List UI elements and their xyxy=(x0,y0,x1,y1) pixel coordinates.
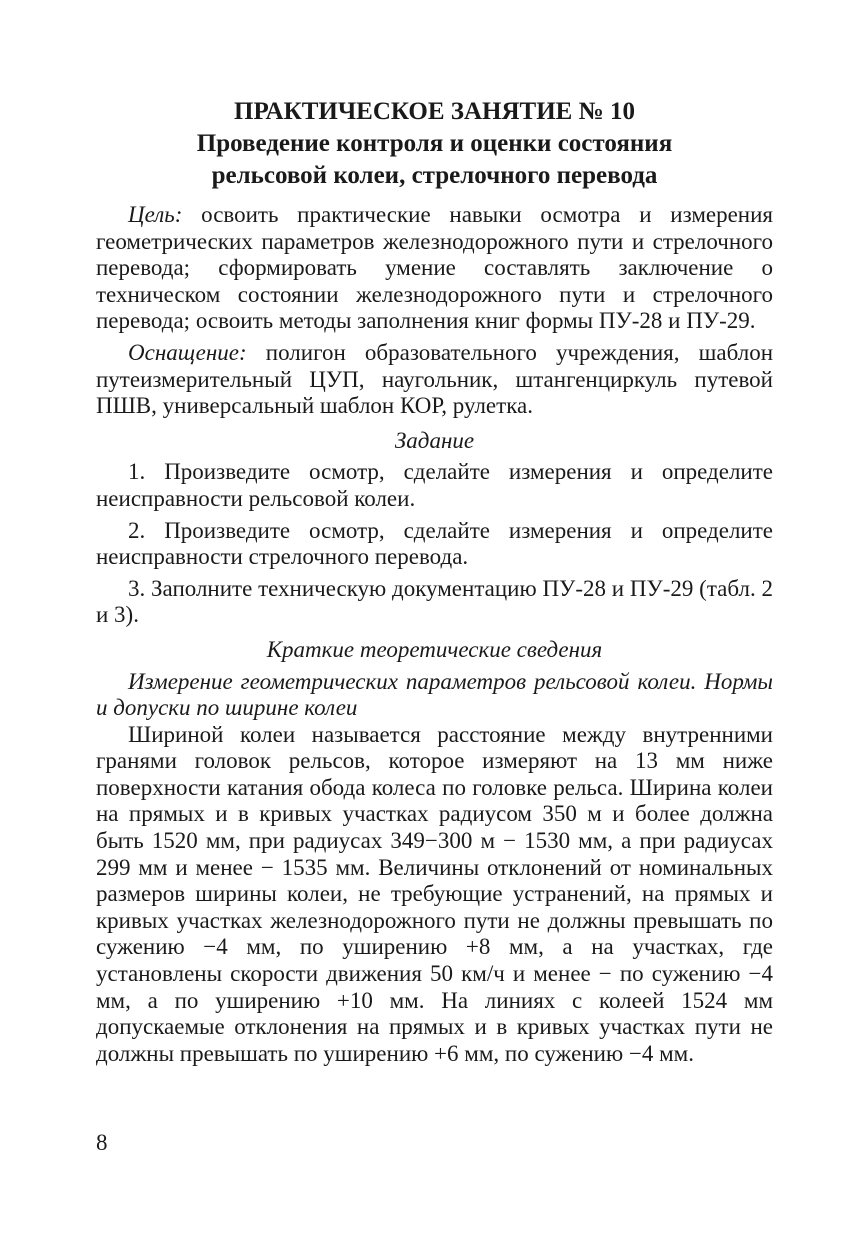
task-item-2: 2. Произведите осмотр, сделайте измерения и определите неисправности стрелочного перевода. xyxy=(96,517,773,570)
page-number: 8 xyxy=(96,1130,108,1155)
equipment-paragraph xyxy=(96,340,773,420)
theory-subheading: Измерение геометрических параметров рельсовой колеи. Нормы и допуски по ширине колеи xyxy=(96,668,773,721)
page-title xyxy=(96,96,773,192)
goal-paragraph xyxy=(96,202,773,335)
theory-heading: Краткие теоретические сведения xyxy=(266,636,603,662)
task-item-1: 1. Произведите осмотр, сделайте измерения и определите неисправности рельсовой колеи. xyxy=(96,459,773,511)
task-item-3: 3. Заполните техническую документацию ПУ-28 и ПУ-29 (табл. 2 и 3). xyxy=(96,575,773,628)
title-line-2: Проведение контроля и оценки состояния xyxy=(196,130,673,157)
equipment-label: Оснащение: xyxy=(128,339,247,365)
equipment-text: полигон образовательного учреждения, шаблон путеизмерительный ЦУП, наугольник, штангенциркуль путевой ПШВ, универсальный шаблон КОР, рулетка. xyxy=(96,339,773,419)
page-content xyxy=(96,96,773,1067)
goal-text: освоить практические навыки осмотра и измерения геометрических параметров железнодорожного пути и стрелочного перевода; сформировать умение составлять заключение о техническом состоянии железнодорожного пути и стрелочного перевода; освоить методы заполнения книг формы ПУ-28 и ПУ-29. xyxy=(96,202,773,334)
task-heading: Задание xyxy=(394,427,475,453)
goal-label: Цель: xyxy=(128,202,183,227)
title-line-1: ПРАКТИЧЕСКОЕ ЗАНЯТИЕ № 10 xyxy=(234,98,635,125)
theory-body: Шириной колеи называется расстояние между внутренними гранями головок рельсов, которое измеряют на 13 мм ниже поверхности катания обода колеса по головке рельса. Ширина колеи на прямых и в кривых участках радиусом 350 м и более должна быть 1520 мм, при радиусах 349−300 м − 1530 мм, а при радиусах 299 мм и менее − 1535 мм. Величины отклонений от номинальных размеров ширины колеи, не требующие устранений, на прямых и кривых участках железнодорожного пути не должны превышать по сужению −4 мм, по уширению +8 мм, а на участках, где установлены скорости движения 50 км/ч и менее − по сужению −4 мм, а по уширению +10 мм. На линиях с колеей 1524 мм допускаемые отклонения на прямых и в кривых участках пути не должны превышать по уширению +6 мм, по сужению −4 мм. xyxy=(96,721,773,1066)
title-line-3: рельсовой колеи, стрелочного перевода xyxy=(211,162,658,189)
